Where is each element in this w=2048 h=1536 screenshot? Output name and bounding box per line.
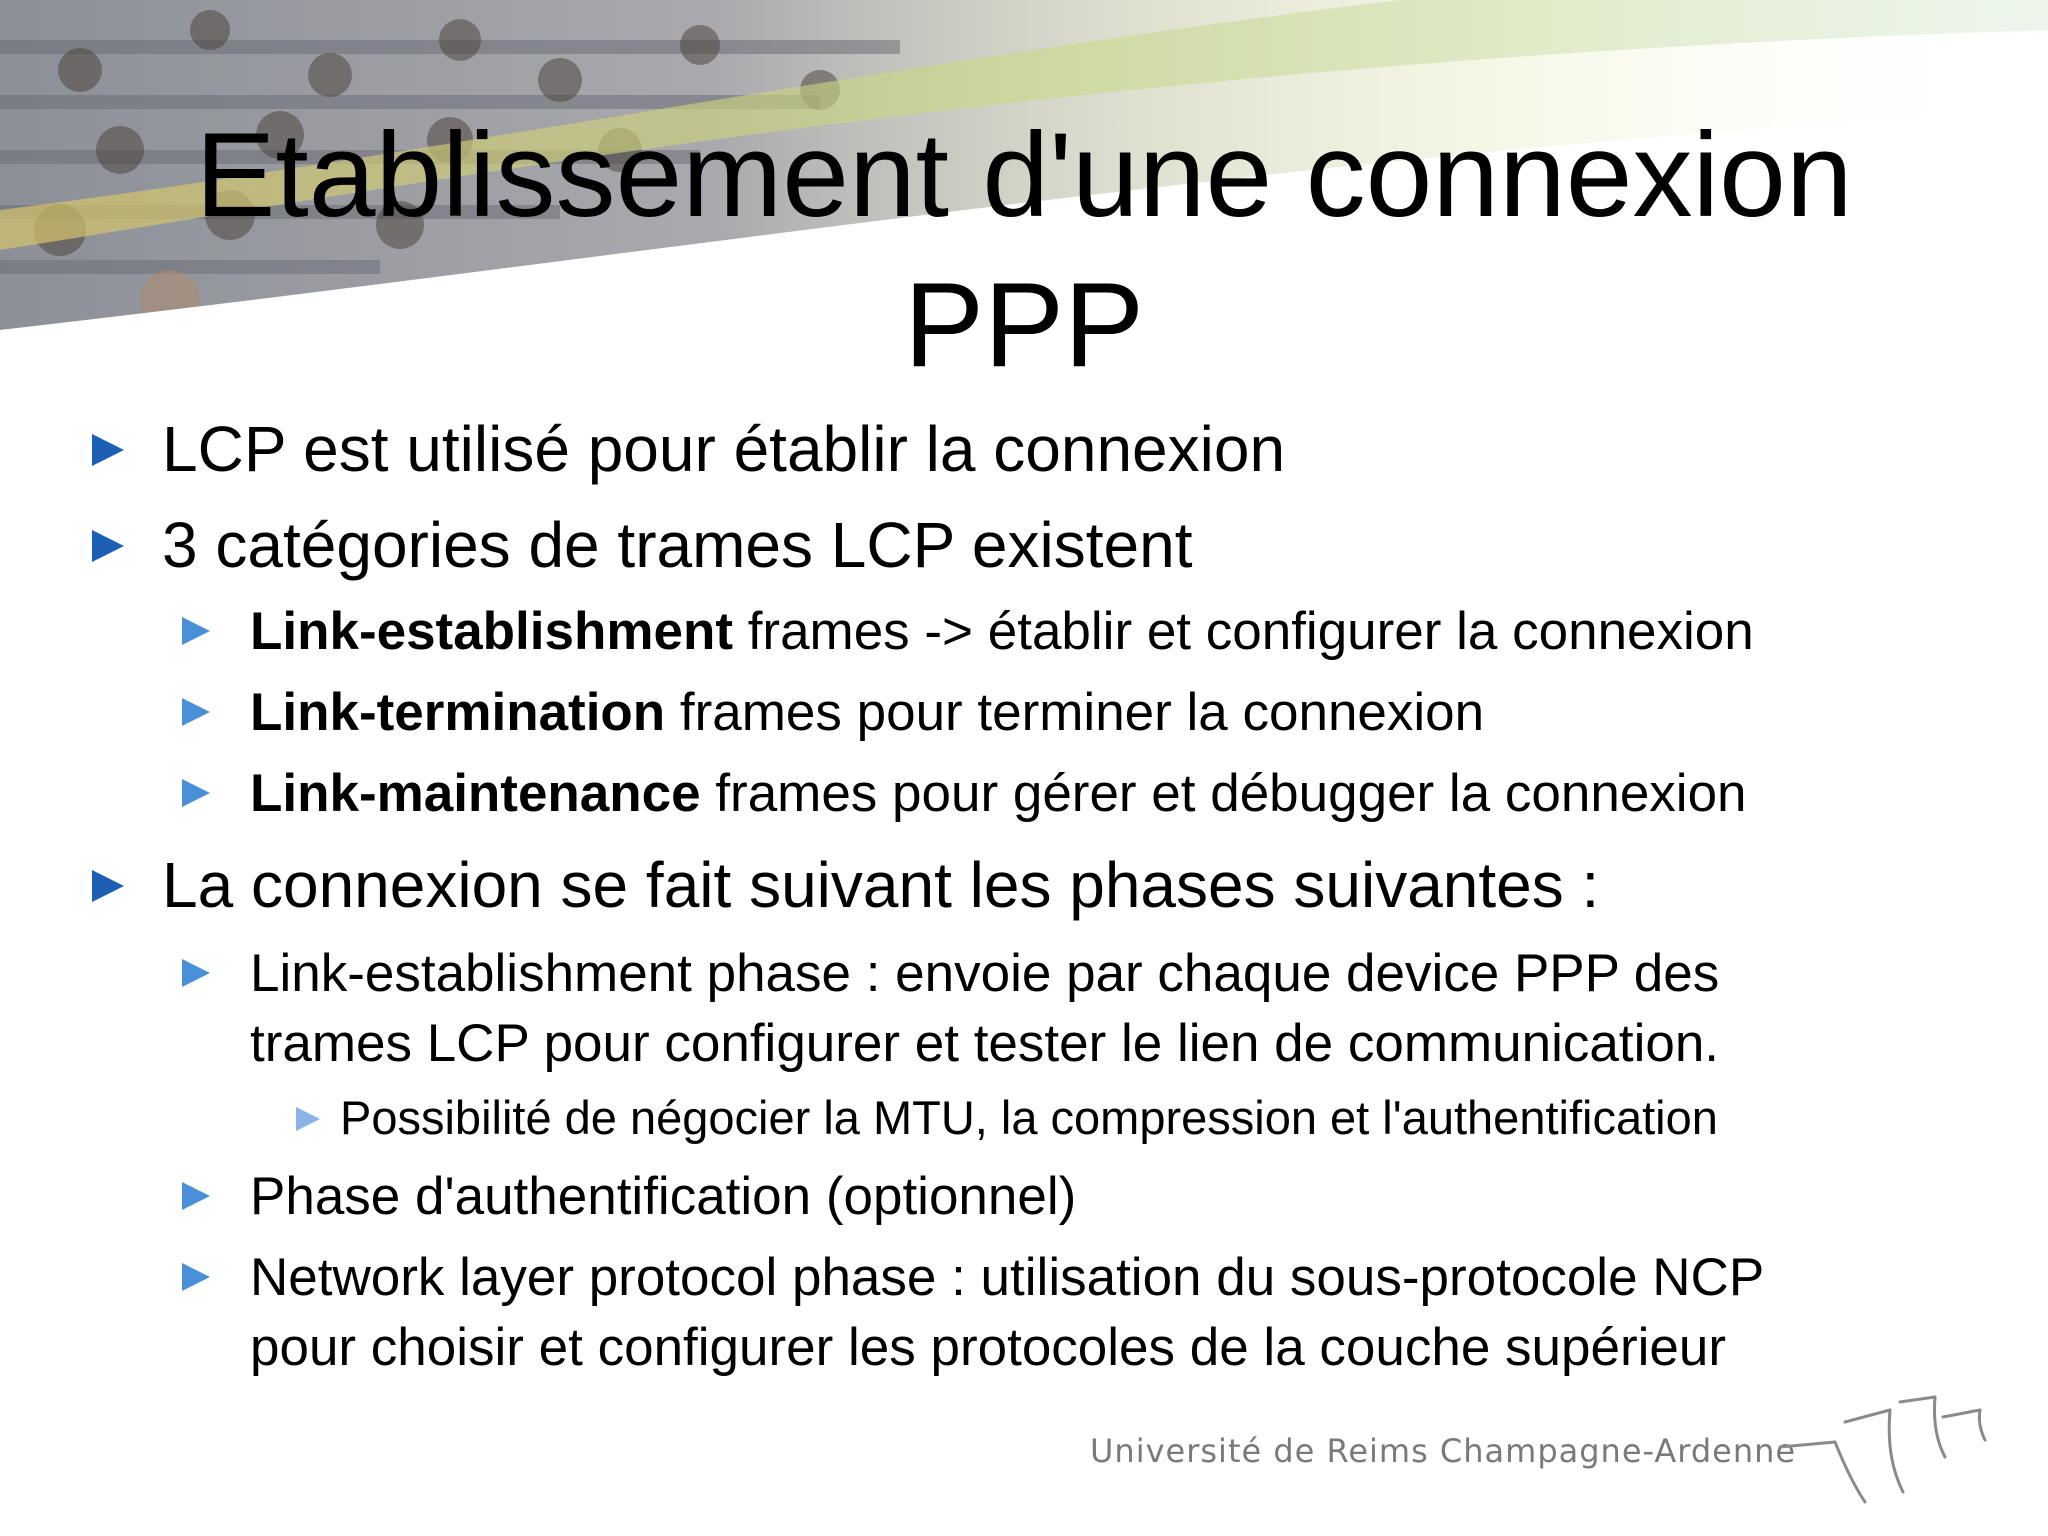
sub-bullet-arrow-icon bbox=[182, 779, 210, 807]
university-name-footer: Université de Reims Champagne-Ardenne bbox=[1090, 1432, 1797, 1470]
sub-bullet-arrow-icon bbox=[182, 617, 210, 645]
title-line-2: PPP bbox=[903, 258, 1145, 392]
sub-bullet-link-termination bbox=[182, 678, 1484, 748]
sub-bullet-authentication-phase bbox=[182, 1162, 1076, 1232]
term-bold: Link-establishment bbox=[250, 602, 733, 661]
term-bold: Link-maintenance bbox=[250, 764, 701, 823]
sub-bullet-link-maintenance bbox=[182, 759, 1747, 829]
bullet-lcp-categories bbox=[92, 508, 1192, 582]
bullet-text-line-2: pour choisir et configurer les protocoles de la couche supérieur bbox=[250, 1318, 1726, 1377]
sub-bullet-link-establishment bbox=[182, 597, 1754, 667]
bullet-text-line-1: Link-establishment phase : envoie par chaque device PPP des bbox=[250, 944, 1720, 1003]
sub-bullet-arrow-icon bbox=[182, 1182, 210, 1210]
sub-sub-bullet-negotiation bbox=[296, 1089, 1718, 1147]
sub-bullet-arrow-icon bbox=[182, 698, 210, 726]
sub-sub-bullet-arrow-icon bbox=[296, 1107, 320, 1131]
bullet-text: La connexion se fait suivant les phases suivantes : bbox=[162, 849, 1600, 921]
sub-bullet-arrow-icon bbox=[182, 959, 210, 987]
term-description: frames pour terminer la connexion bbox=[665, 683, 1485, 742]
bullet-text: 3 catégories de trames LCP existent bbox=[162, 509, 1193, 581]
term-description: frames pour gérer et débugger la connexion bbox=[700, 764, 1747, 823]
bullet-lcp-usage bbox=[92, 412, 1285, 486]
sub-bullet-link-establishment-phase bbox=[182, 939, 1719, 1079]
bullet-connection-phases bbox=[92, 848, 1599, 922]
bullet-text: LCP est utilisé pour établir la connexion bbox=[162, 413, 1286, 485]
sub-bullet-arrow-icon bbox=[182, 1263, 210, 1291]
bullet-text: Possibilité de négocier la MTU, la compression et l'authentification bbox=[340, 1091, 1718, 1144]
sub-bullet-network-layer-phase bbox=[182, 1243, 1764, 1383]
term-description: frames -> établir et configurer la connexion bbox=[732, 602, 1754, 661]
bullet-arrow-icon bbox=[92, 870, 124, 902]
bullet-text-line-1: Network layer protocol phase : utilisation du sous-protocole NCP bbox=[250, 1248, 1765, 1307]
bullet-arrow-icon bbox=[92, 530, 124, 562]
term-bold: Link-termination bbox=[250, 683, 666, 742]
bullet-text-line-2: trames LCP pour configurer et tester le lien de communication. bbox=[250, 1014, 1720, 1073]
bullet-arrow-icon bbox=[92, 434, 124, 466]
university-logo-icon bbox=[1775, 1392, 2005, 1512]
bullet-text: Phase d'authentification (optionnel) bbox=[250, 1167, 1077, 1226]
title-line-1: Etablissement d'une connexion bbox=[195, 108, 1853, 242]
